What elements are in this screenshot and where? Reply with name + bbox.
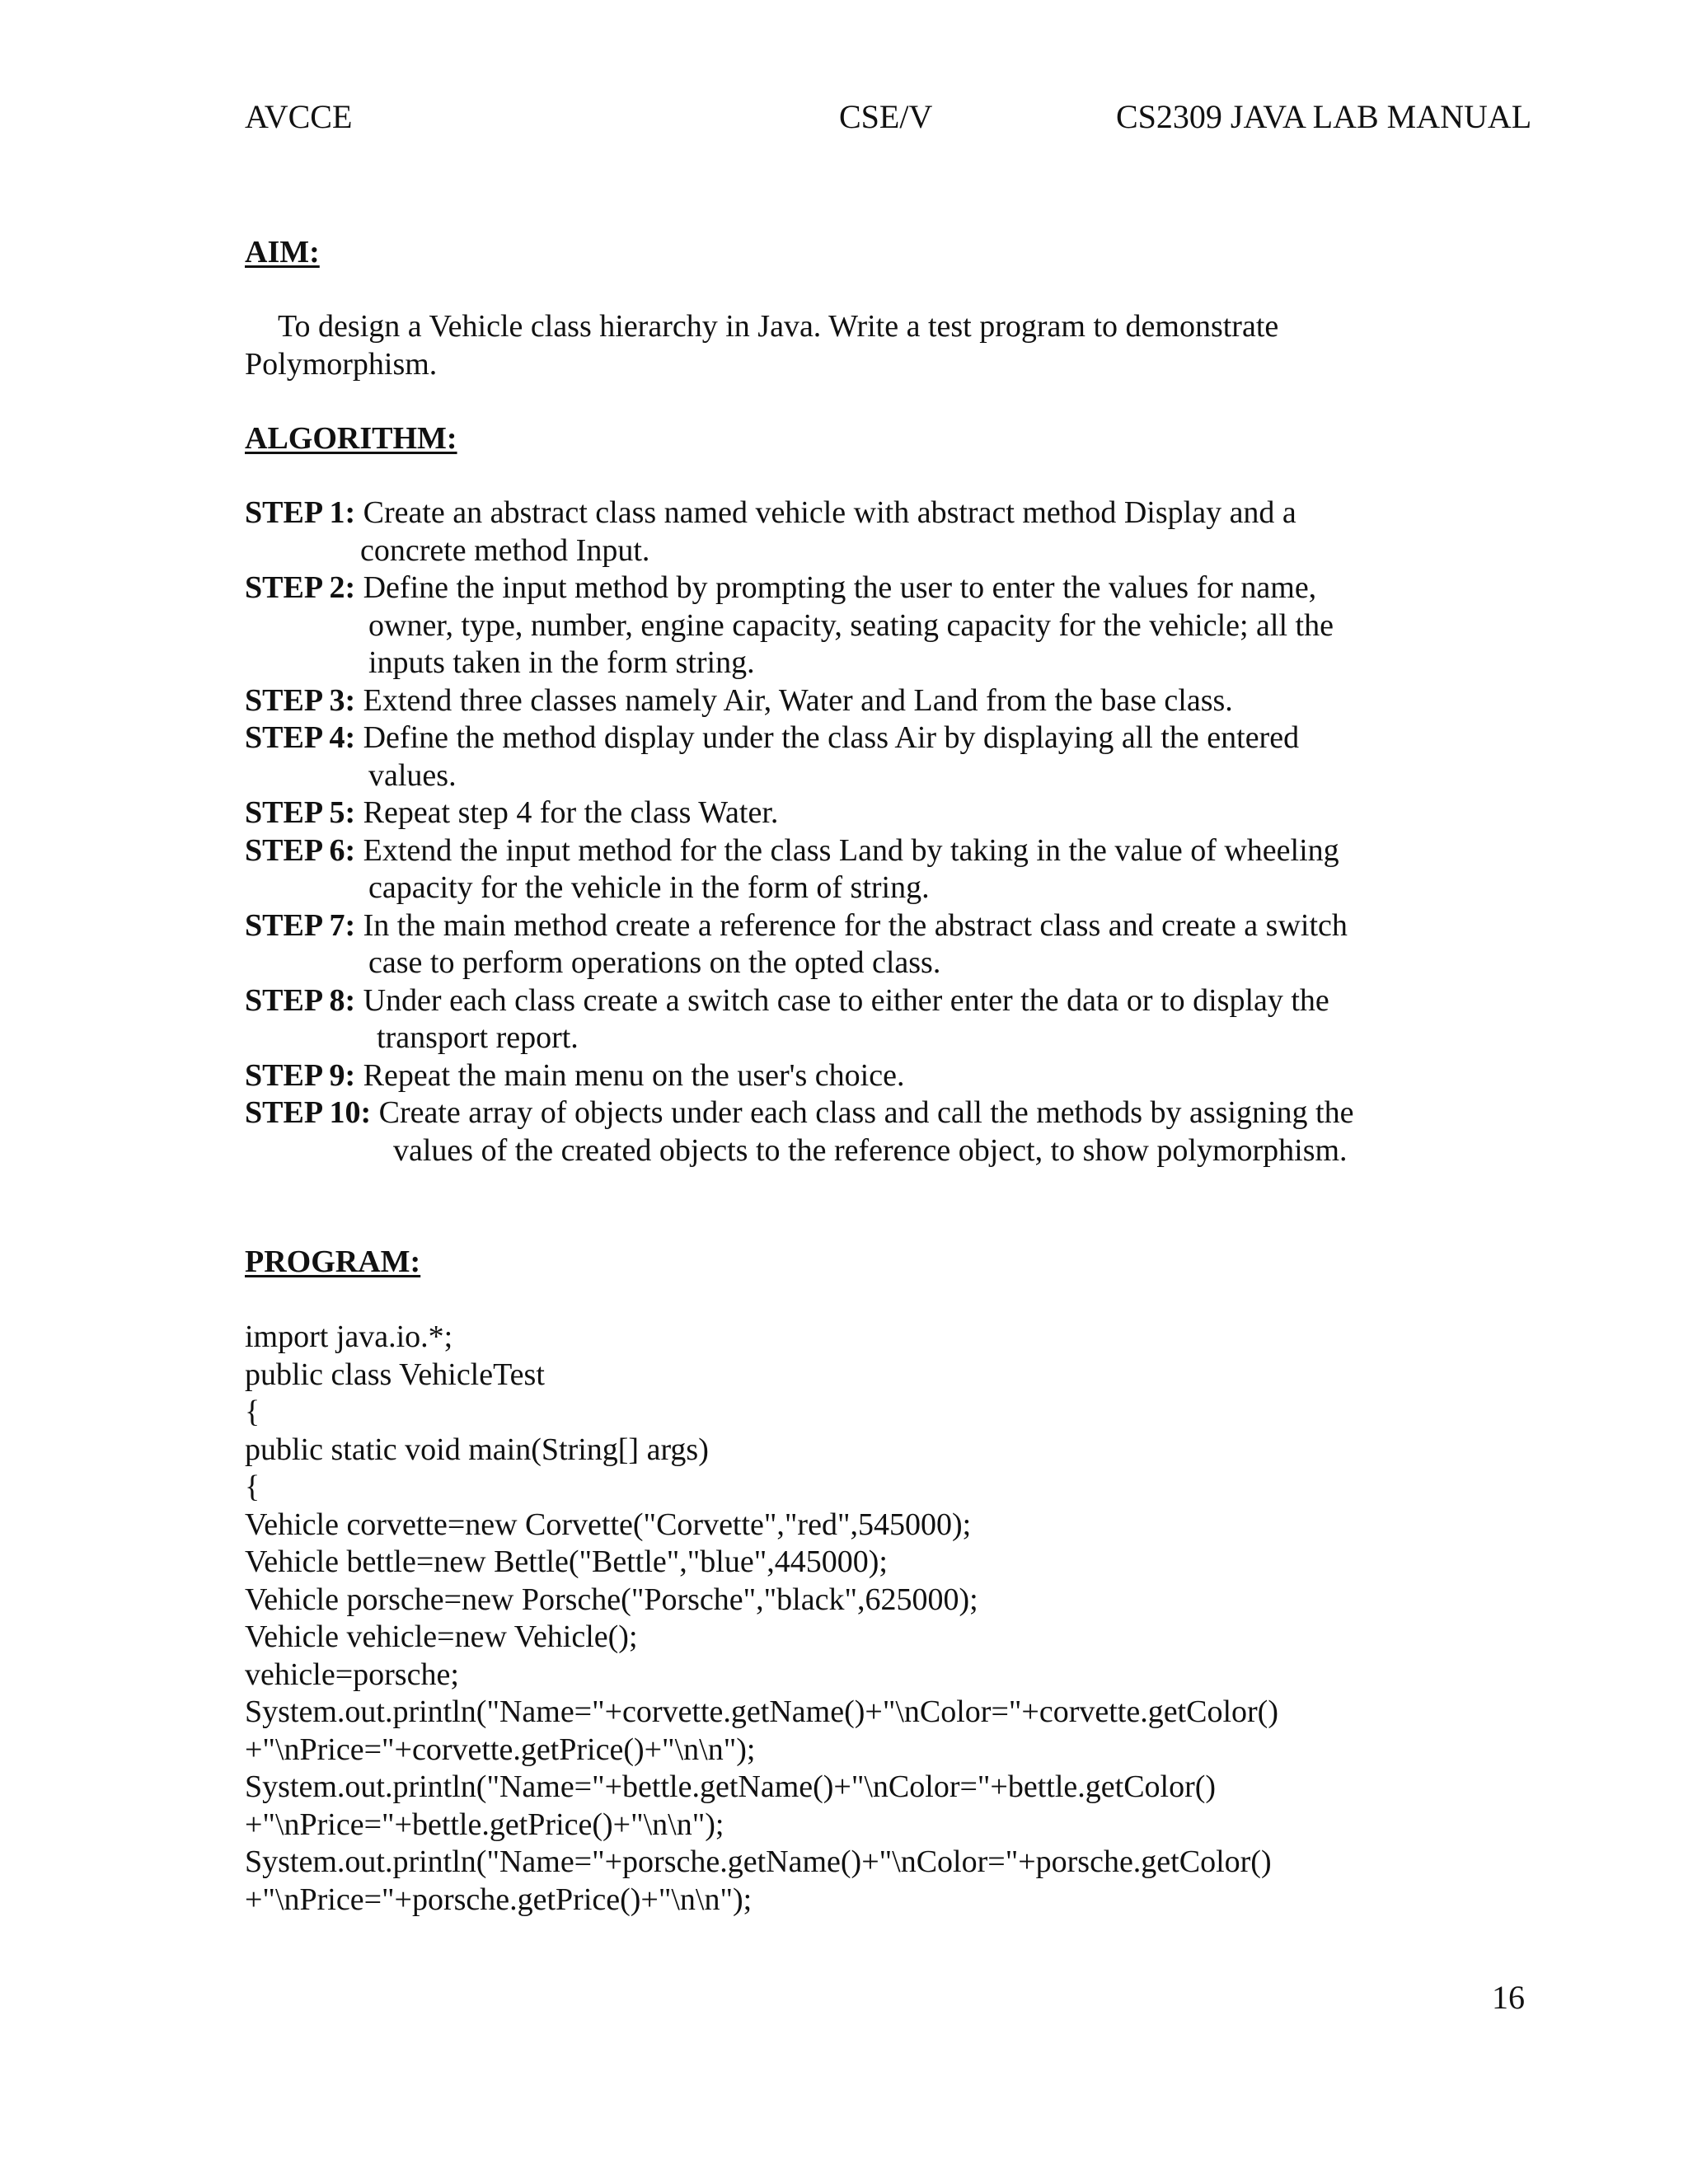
code-line: +"\nPrice="+corvette.getPrice()+"\n\n"); [245, 1732, 756, 1767]
step-text: Define the input method by prompting the user to enter the values for name, [363, 570, 1317, 605]
step-text: In the main method create a reference for the abstract class and create a switch [363, 907, 1348, 943]
step-text: Repeat the main menu on the user's choice. [363, 1057, 905, 1093]
code-line: Vehicle bettle=new Bettle("Bettle","blue",445000); [245, 1544, 888, 1579]
code-line: Vehicle corvette=new Corvette("Corvette","red",545000); [245, 1507, 972, 1542]
step-text: Create array of objects under each class and call the methods by assigning the [378, 1095, 1354, 1130]
step-first-line [245, 683, 1233, 718]
step-first-line [245, 495, 1296, 530]
step-continuation-line: capacity for the vehicle in the form of string. [368, 870, 930, 905]
step-label: STEP 9: [245, 1057, 356, 1093]
page-number: 16 [1492, 1979, 1525, 2016]
code-line: import java.io.*; [245, 1319, 453, 1354]
algorithm-step [245, 494, 1531, 569]
step-continuation-line: owner, type, number, engine capacity, seating capacity for the vehicle; all the [368, 607, 1334, 643]
step-label: STEP 2: [245, 570, 356, 605]
step-first-line [245, 833, 1339, 868]
step-continuation-line: values of the created objects to the reference object, to show polymorphism. [393, 1132, 1348, 1168]
algorithm-heading: ALGORITHM: [245, 421, 457, 456]
code-line: +"\nPrice="+porsche.getPrice()+"\n\n"); [245, 1882, 753, 1917]
step-continuation-line: concrete method Input. [360, 532, 650, 568]
step-label: STEP 6: [245, 832, 356, 868]
algorithm-step [245, 569, 1531, 682]
code-line: { [245, 1469, 260, 1504]
code-line: Vehicle vehicle=new Vehicle(); [245, 1619, 638, 1654]
step-label: STEP 10: [245, 1095, 372, 1130]
algorithm-step [245, 1094, 1531, 1169]
step-label: STEP 5: [245, 795, 356, 830]
code-line: System.out.println("Name="+corvette.getName()+"\nColor="+corvette.getColor() [245, 1694, 1278, 1729]
step-continuation-line: case to perform operations on the opted class. [368, 945, 941, 980]
step-first-line [245, 1095, 1353, 1130]
algorithm-step [245, 719, 1531, 794]
step-first-line [245, 1058, 904, 1093]
algorithm-step [245, 982, 1531, 1057]
header-institution: AVCCE [245, 98, 353, 135]
header-course-title: CS2309 JAVA LAB MANUAL [1116, 98, 1532, 135]
step-label: STEP 1: [245, 495, 356, 530]
algorithm-step [245, 794, 1531, 832]
step-label: STEP 4: [245, 720, 356, 755]
algorithm-step [245, 1057, 1531, 1095]
step-text: Extend the input method for the class Land by taking in the value of wheeling [363, 832, 1339, 868]
step-first-line [245, 570, 1316, 605]
step-label: STEP 3: [245, 682, 356, 718]
step-text: Define the method display under the class Air by displaying all the entered [363, 720, 1300, 755]
step-continuation-line: values. [368, 757, 457, 793]
aim-heading: AIM: [245, 235, 320, 269]
code-line: public static void main(String[] args) [245, 1432, 709, 1467]
step-first-line [245, 983, 1329, 1018]
step-text: Create an abstract class named vehicle with abstract method Display and a [363, 495, 1296, 530]
step-continuation-line: transport report. [377, 1020, 579, 1055]
step-text: Repeat step 4 for the class Water. [363, 795, 779, 830]
code-line: public class VehicleTest [245, 1357, 545, 1392]
program-code [245, 1319, 1531, 1919]
step-text: Extend three classes namely Air, Water and Land from the base class. [363, 682, 1233, 718]
code-line: System.out.println("Name="+bettle.getName()+"\nColor="+bettle.getColor() [245, 1769, 1217, 1804]
step-first-line [245, 795, 778, 830]
code-line: Vehicle porsche=new Porsche("Porsche","black",625000); [245, 1582, 978, 1617]
program-heading: PROGRAM: [245, 1244, 421, 1279]
step-text: Under each class create a switch case to either enter the data or to display the [363, 982, 1329, 1018]
algorithm-step [245, 682, 1531, 720]
aim-text: To design a Vehicle class hierarchy in Java. Write a test program to demonstrate Polymorphism. [245, 309, 1279, 382]
algorithm-step [245, 832, 1531, 907]
step-first-line [245, 720, 1299, 755]
algorithm-steps [245, 494, 1531, 1169]
code-line: System.out.println("Name="+porsche.getName()+"\nColor="+porsche.getColor() [245, 1844, 1272, 1879]
header-department: CSE/V [839, 98, 933, 135]
step-continuation-line: inputs taken in the form string. [368, 645, 755, 680]
code-line: +"\nPrice="+bettle.getPrice()+"\n\n"); [245, 1807, 724, 1842]
algorithm-step [245, 907, 1531, 982]
step-label: STEP 8: [245, 982, 356, 1018]
step-first-line [245, 908, 1348, 943]
step-label: STEP 7: [245, 907, 356, 943]
code-line: vehicle=porsche; [245, 1657, 459, 1692]
code-line: { [245, 1394, 260, 1429]
